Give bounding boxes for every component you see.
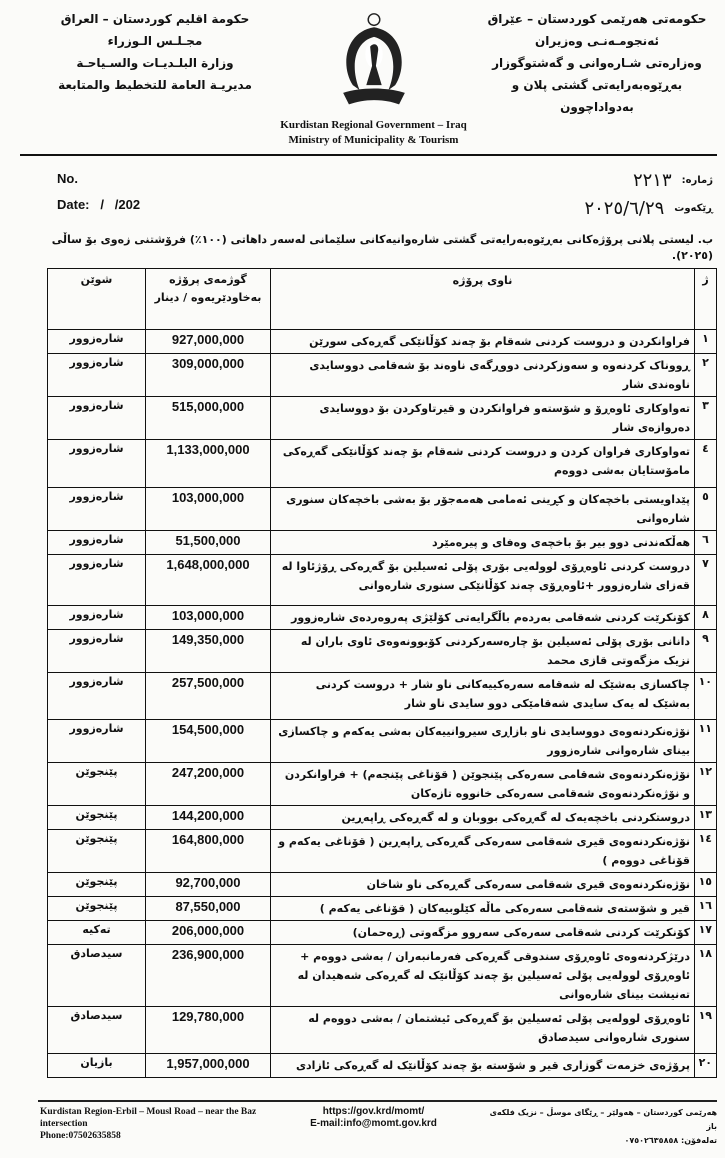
date-label: Date: / /202 <box>57 197 141 212</box>
project-name: دروست کردنی ئاوەڕۆی لوولەیی بۆری پۆلی ئەسیلین بۆ گەڕەکی ڕۆژئاوا لە قەزای شارەزوور +ئاوەڕۆی چەند کۆڵانێکی سنوری شارەوانی <box>271 555 695 606</box>
table-row <box>48 921 717 945</box>
date-label-ku: ڕێکەوت <box>674 202 713 214</box>
header-line: ئەنجومـەنـی وەزیران <box>535 34 659 48</box>
row-number: ٩ <box>695 630 717 673</box>
footer-address-en <box>40 1106 260 1142</box>
project-name: درێژکردنەوەی ئاوەڕۆی سندوقی گەڕەکی فەرمانبەران / بەشی دووەم + ئاوەڕۆی لوولەیی پۆلی ئەسیلین بۆ چەند کۆڵانێک لە گەڕەکی شەهیدان لە تەنیشت بینای شارەوانی <box>271 945 695 1007</box>
project-name: ئاوەڕۆی لوولەیی پۆلی ئەسیلین بۆ گەڕەکی ئیشتمان / بەشی دووەم لە سنوری شارەوانی سیدصادق <box>271 1007 695 1054</box>
project-location: پێنجوێن <box>48 873 146 897</box>
no-label: No. <box>57 171 78 186</box>
project-name: تەواوکاری فراوان کردن و دروست کردنی شەقام بۆ چەند کۆڵانێکی گەڕەکی مامۆستایان بەشی دووەم <box>271 440 695 488</box>
project-name: دروستکردنی باخچەیەک لە گەڕەکی بووبان و لە گەڕەکی ڕاپەڕین <box>271 806 695 830</box>
table-row <box>48 630 717 673</box>
row-number: ١١ <box>695 720 717 763</box>
row-number: ١٦ <box>695 897 717 921</box>
table-row <box>48 555 717 606</box>
project-location: شارەزوور <box>48 630 146 673</box>
header-kurdish <box>477 8 717 118</box>
project-cost: 206,000,000 <box>146 921 271 945</box>
address-en: Kurdistan Region-Erbil – Mousl Road – near the Baz intersection <box>40 1107 257 1129</box>
project-cost: 154,500,000 <box>146 720 271 763</box>
table-row <box>48 1054 717 1078</box>
project-cost: 1,133,000,000 <box>146 440 271 488</box>
project-cost: 1,648,000,000 <box>146 555 271 606</box>
project-name: نۆژەنکردنەوەی قیری شەقامی سەرەکی گەڕەکی ناو شاخان <box>271 873 695 897</box>
table-header-row <box>48 269 717 330</box>
header-arabic <box>40 8 270 96</box>
project-name: پرۆژەی خزمەت گوزاری قیر و شۆستە بۆ چەند کۆڵانێک لە گەڕەکی ئازادی <box>271 1054 695 1078</box>
header-line: مديريـة العامة للتخطيط والمتابعة <box>58 78 252 92</box>
row-number: ٦ <box>695 531 717 555</box>
project-name: هەڵکەندنی دوو بیر بۆ باخچەی وەفای و پیرەمێرد <box>271 531 695 555</box>
header-line: حكومة اقليم كوردستان – العراق <box>60 12 250 26</box>
table-row <box>48 806 717 830</box>
project-name: نۆژەنکردنەوەی قیری شەقامی سەرەکی گەڕەکی ڕاپەڕین ( قۆناغی یەکەم و قۆناغی دووەم ) <box>271 830 695 873</box>
header-location: شوێن <box>48 269 146 330</box>
table-row <box>48 763 717 806</box>
row-number: ٧ <box>695 555 717 606</box>
project-name: کۆنکرێت کردنی شەقامی سەرەکی سەروو مزگەوتی (ڕەحمان) <box>271 921 695 945</box>
project-name: ڕووناک کردنەوە و سەوزکردنی دووڕگەی ناوەند بۆ شەقامی دووسایدی ناوەندی شار <box>271 354 695 397</box>
project-cost: 309,000,000 <box>146 354 271 397</box>
date-row <box>584 194 713 222</box>
header-name: ناوی پرۆژە <box>271 269 695 330</box>
project-cost: 92,700,000 <box>146 873 271 897</box>
date-value: ٢٠٢٥/٦/٢٩ <box>584 197 665 219</box>
english-line: Ministry of Municipality & Tourism <box>288 134 459 146</box>
project-name: نۆژەنکردنەوەی شەقامی سەرەکی پێنجوێن ( قۆناغی پێنجەم) + فراوانکردن و نۆژەنکردنەوەی شەقامی سەرەکی خانووە تازەکان <box>271 763 695 806</box>
project-location: شارەزوور <box>48 330 146 354</box>
row-number: ٨ <box>695 606 717 630</box>
project-cost: 103,000,000 <box>146 606 271 630</box>
number-row <box>584 166 713 194</box>
table-row <box>48 1007 717 1054</box>
header-line: وزارة البلـديـات والسـياحـة <box>76 56 234 70</box>
project-location: تەکیە <box>48 921 146 945</box>
table-row <box>48 606 717 630</box>
header-line: حکومەتی هەرێمی کوردستان – عێراق <box>487 12 707 26</box>
header-cost: گوژمەی پرۆژە بەخاودێریەوە / دینار <box>146 269 271 330</box>
project-name: تەواوکاری ئاوەڕۆ و شۆستەو فراوانکردن و قیرتاوکردن بۆ دووسایدی دەروازەی شار <box>271 397 695 440</box>
project-cost: 144,200,000 <box>146 806 271 830</box>
project-location: شارەزوور <box>48 555 146 606</box>
project-name: دانانی بۆری پۆلی ئەسیلین بۆ چارەسەرکردنی کۆبوونەوەی ئاوی باران لە نزیک مزگەوتی قازی محمد <box>271 630 695 673</box>
project-name: چاکسازی بەشێک لە شەقامە سەرەکییەکانی ناو شار + دروست کردنی بەشێک لە یەک سایدی شەقامێکی دوو سایدی ناو شار <box>271 673 695 720</box>
project-cost: 51,500,000 <box>146 531 271 555</box>
header-line: مجـلـس الـوزراء <box>107 34 203 48</box>
table-row <box>48 440 717 488</box>
project-location: پێنجوێن <box>48 897 146 921</box>
emblem-block <box>279 8 469 148</box>
number-label-ku: ژمارە: <box>681 174 713 186</box>
table-row <box>48 945 717 1007</box>
row-number: ١٣ <box>695 806 717 830</box>
table-row <box>48 354 717 397</box>
project-cost: 87,550,000 <box>146 897 271 921</box>
project-location: سیدصادق <box>48 1007 146 1054</box>
website-link[interactable]: https://gov.krd/momt/ <box>322 1106 425 1117</box>
project-location: شارەزوور <box>48 488 146 531</box>
row-number: ٥ <box>695 488 717 531</box>
project-location: شارەزوور <box>48 354 146 397</box>
project-location: شارەزوور <box>48 397 146 440</box>
project-cost: 257,500,000 <box>146 673 271 720</box>
email-link[interactable]: E-mail:info@momt.gov.krd <box>310 1118 437 1129</box>
project-cost: 247,200,000 <box>146 763 271 806</box>
footer-contacts <box>294 1106 454 1130</box>
phone-en: Phone:07502635858 <box>40 1131 121 1141</box>
project-location: پێنجوێن <box>48 830 146 873</box>
header-num: ژ <box>695 269 717 330</box>
project-cost: 149,350,000 <box>146 630 271 673</box>
project-name: نۆژەنکردنەوەی دووسایدی ناو بازاڕی سیروانییەکان بەشی یەکەم و چاکسازی بینای شارەوانی شارەزوور <box>271 720 695 763</box>
project-location: بازیان <box>48 1054 146 1078</box>
table-row <box>48 673 717 720</box>
table-row <box>48 720 717 763</box>
row-number: ١ <box>695 330 717 354</box>
table-body <box>48 330 717 1078</box>
project-name: کۆنکرێت کردنی شەقامی بەردەم باڵگرایەتی کۆلێژی پەروەردەی شارەزوور <box>271 606 695 630</box>
project-location: پێنجوێن <box>48 806 146 830</box>
projects-table <box>47 268 717 1078</box>
row-number: ١٧ <box>695 921 717 945</box>
table-row <box>48 397 717 440</box>
krg-eagle-emblem-icon <box>334 8 414 116</box>
phone-ku: تەلەفۆن: ٠٧٥٠٢٦٣٥٨٥٨ <box>624 1136 717 1145</box>
project-location: پێنجوێن <box>48 763 146 806</box>
row-number: ٣ <box>695 397 717 440</box>
table-row <box>48 873 717 897</box>
row-number: ١٠ <box>695 673 717 720</box>
project-cost: 129,780,000 <box>146 1007 271 1054</box>
project-location: شارەزوور <box>48 531 146 555</box>
row-number: ١٤ <box>695 830 717 873</box>
project-cost: 927,000,000 <box>146 330 271 354</box>
row-number: ٢ <box>695 354 717 397</box>
reference-en <box>57 166 140 218</box>
project-name: فراوانکردن و دروست کردنی شەقام بۆ چەند کۆڵانێکی گەڕەکی سورێن <box>271 330 695 354</box>
english-ministry-name <box>280 118 466 148</box>
project-name: پێداویستی باخچەکان و کڕینی ئەمامی هەمەجۆر بۆ بەشی باخچەکان سنوری شارەوانی <box>271 488 695 531</box>
table-row <box>48 897 717 921</box>
project-location: شارەزوور <box>48 673 146 720</box>
project-cost: 103,000,000 <box>146 488 271 531</box>
project-location: سیدصادق <box>48 945 146 1007</box>
project-location: شارەزوور <box>48 720 146 763</box>
row-number: ٤ <box>695 440 717 488</box>
row-number: ٢٠ <box>695 1054 717 1078</box>
document-title: ب. لیستی پلانی پرۆژەکانی بەڕێوەبەرایەتی گشتی شارەوانیەکانی سلێمانی لەسەر داهاتی (١٠٠٪) فرۆشتنی زەوی بۆ ساڵی (٢٠٢٥). <box>51 233 713 262</box>
project-name: قیر و شۆستەی شەقامی سەرەکی ماڵە کێلوبیەکان ( قۆناغی یەکەم ) <box>271 897 695 921</box>
header-line: بەڕێوەبەرایەتی گشتی پلان و بەدواداچوون <box>511 78 683 114</box>
address-ku: هەرێمی کوردستان – هەولێر – ڕێگای موسڵ – نزیک فلکەی باز <box>489 1108 717 1131</box>
row-number: ١٨ <box>695 945 717 1007</box>
table-row <box>48 830 717 873</box>
project-location: شارەزوور <box>48 440 146 488</box>
header-line: وەزارەتی شـارەوانی و گەشتوگوزار <box>492 56 702 70</box>
project-cost: 1,957,000,000 <box>146 1054 271 1078</box>
project-cost: 515,000,000 <box>146 397 271 440</box>
number-value: ٢٢١٣ <box>632 169 672 191</box>
project-location: شارەزوور <box>48 606 146 630</box>
footer <box>20 1106 717 1148</box>
project-cost: 236,900,000 <box>146 945 271 1007</box>
reference-row <box>20 156 717 222</box>
row-number: ١٥ <box>695 873 717 897</box>
reference-ku <box>584 166 713 222</box>
table-row <box>48 488 717 531</box>
letterhead <box>20 8 717 148</box>
english-line: Kurdistan Regional Government – Iraq <box>280 119 467 131</box>
project-cost: 164,800,000 <box>146 830 271 873</box>
table-row <box>48 531 717 555</box>
footer-divider <box>38 1100 717 1102</box>
row-number: ١٩ <box>695 1007 717 1054</box>
footer-address-ku <box>487 1106 717 1148</box>
table-row <box>48 330 717 354</box>
row-number: ١٢ <box>695 763 717 806</box>
